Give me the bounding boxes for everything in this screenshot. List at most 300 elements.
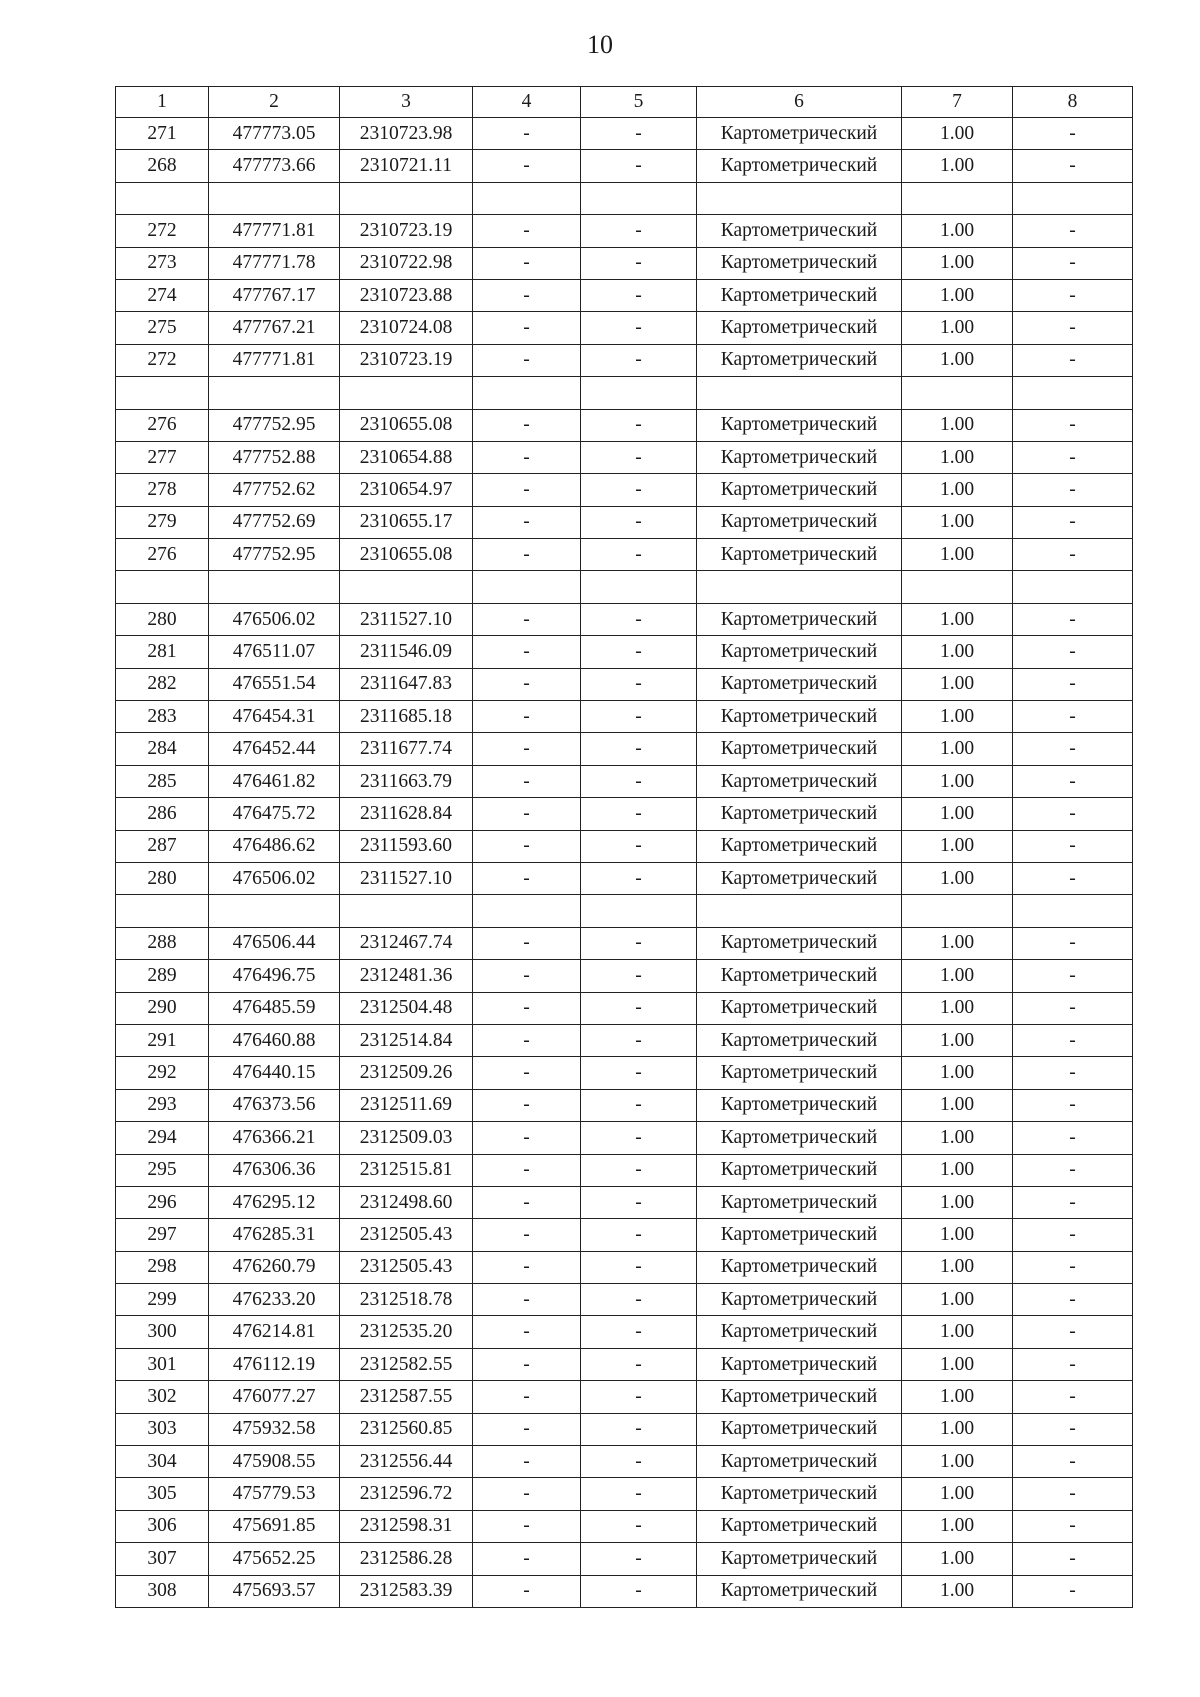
table-cell: - <box>581 1413 697 1445</box>
coordinates-table <box>115 86 1133 1608</box>
table-cell: - <box>581 862 697 894</box>
table-cell: Картометрический <box>697 1186 902 1218</box>
table-cell: - <box>473 1348 581 1380</box>
table-cell <box>340 571 473 603</box>
table-cell: - <box>1013 409 1133 441</box>
table-cell: Картометрический <box>697 150 902 182</box>
table-cell: 277 <box>116 441 209 473</box>
table-cell: - <box>473 862 581 894</box>
table-cell <box>473 571 581 603</box>
table-cell: - <box>473 1089 581 1121</box>
table-row <box>116 1219 1133 1251</box>
table-cell: 475779.53 <box>209 1478 340 1510</box>
table-cell: 2312505.43 <box>340 1219 473 1251</box>
table-cell: 1.00 <box>902 1348 1013 1380</box>
table-cell: 2310655.08 <box>340 409 473 441</box>
table-cell: 1.00 <box>902 1413 1013 1445</box>
table-cell: - <box>581 1543 697 1575</box>
table-cell: 477752.95 <box>209 409 340 441</box>
table-cell: Картометрический <box>697 636 902 668</box>
table-cell <box>209 182 340 214</box>
table-cell: 2312467.74 <box>340 927 473 959</box>
table-cell: 1.00 <box>902 733 1013 765</box>
table-cell: 2311527.10 <box>340 862 473 894</box>
table-cell: - <box>1013 150 1133 182</box>
table-row <box>116 150 1133 182</box>
table-cell: - <box>1013 701 1133 733</box>
table-cell: - <box>1013 1284 1133 1316</box>
table-cell: 302 <box>116 1381 209 1413</box>
table-row <box>116 279 1133 311</box>
table-cell: 1.00 <box>902 539 1013 571</box>
table-cell: 1.00 <box>902 1154 1013 1186</box>
table-row <box>116 344 1133 376</box>
table-cell: - <box>581 701 697 733</box>
table-cell: Картометрический <box>697 1413 902 1445</box>
table-cell: 1.00 <box>902 1251 1013 1283</box>
table-cell: Картометрический <box>697 798 902 830</box>
table-cell: - <box>473 1446 581 1478</box>
table-cell: 291 <box>116 1024 209 1056</box>
table-cell: - <box>1013 1154 1133 1186</box>
table-cell: - <box>581 960 697 992</box>
table-cell: - <box>1013 215 1133 247</box>
table-row <box>116 1543 1133 1575</box>
table-cell: 308 <box>116 1575 209 1607</box>
table-cell: 476454.31 <box>209 701 340 733</box>
table-cell: - <box>1013 960 1133 992</box>
table-cell <box>581 377 697 409</box>
table-cell: 476506.02 <box>209 603 340 635</box>
table-cell: Картометрический <box>697 1575 902 1607</box>
table-separator-row <box>116 895 1133 927</box>
table-cell: Картометрический <box>697 960 902 992</box>
table-row <box>116 215 1133 247</box>
table-cell: Картометрический <box>697 668 902 700</box>
table-cell: 477771.81 <box>209 344 340 376</box>
table-cell: - <box>473 1413 581 1445</box>
table-cell: 297 <box>116 1219 209 1251</box>
table-cell: 292 <box>116 1057 209 1089</box>
table-cell: 2310723.19 <box>340 344 473 376</box>
table-cell: Картометрический <box>697 344 902 376</box>
table-cell: - <box>1013 1510 1133 1542</box>
table-row <box>116 312 1133 344</box>
table-cell <box>581 182 697 214</box>
table-cell: - <box>473 1284 581 1316</box>
table-cell: 276 <box>116 409 209 441</box>
table-cell: 476366.21 <box>209 1122 340 1154</box>
table-cell: - <box>1013 733 1133 765</box>
table-cell: 1.00 <box>902 1089 1013 1121</box>
table-cell: Картометрический <box>697 1057 902 1089</box>
table-cell: 274 <box>116 279 209 311</box>
table-cell: 476486.62 <box>209 830 340 862</box>
table-cell: 1.00 <box>902 150 1013 182</box>
table-cell <box>340 377 473 409</box>
table-cell: - <box>581 1478 697 1510</box>
header-cell: 7 <box>902 87 1013 118</box>
table-cell: 1.00 <box>902 1543 1013 1575</box>
table-cell: Картометрический <box>697 1251 902 1283</box>
table-cell: - <box>473 1219 581 1251</box>
table-header-row <box>116 87 1133 118</box>
table-cell: 268 <box>116 150 209 182</box>
table-cell: 296 <box>116 1186 209 1218</box>
table-cell: - <box>1013 506 1133 538</box>
table-cell: 2312481.36 <box>340 960 473 992</box>
table-cell: - <box>1013 1381 1133 1413</box>
table-cell <box>116 895 209 927</box>
table-cell: 476511.07 <box>209 636 340 668</box>
table-cell: - <box>581 1122 697 1154</box>
table-cell: Картометрический <box>697 927 902 959</box>
table-cell: 1.00 <box>902 344 1013 376</box>
table-cell: 2312518.78 <box>340 1284 473 1316</box>
table-cell: - <box>473 701 581 733</box>
table-row <box>116 1024 1133 1056</box>
table-cell <box>902 571 1013 603</box>
table-cell: - <box>581 1024 697 1056</box>
table-cell: Картометрический <box>697 701 902 733</box>
table-cell: 2312509.03 <box>340 1122 473 1154</box>
table-cell: 2312504.48 <box>340 992 473 1024</box>
table-cell: Картометрический <box>697 1510 902 1542</box>
table-cell: - <box>1013 441 1133 473</box>
table-cell: 476233.20 <box>209 1284 340 1316</box>
table-row <box>116 474 1133 506</box>
table-cell: 1.00 <box>902 862 1013 894</box>
table-row <box>116 1348 1133 1380</box>
table-cell: - <box>581 668 697 700</box>
table-row <box>116 1154 1133 1186</box>
table-cell: 275 <box>116 312 209 344</box>
table-cell: 2312556.44 <box>340 1446 473 1478</box>
table-cell: Картометрический <box>697 1219 902 1251</box>
table-cell: - <box>581 1251 697 1283</box>
table-cell: - <box>581 798 697 830</box>
table-cell: - <box>581 1510 697 1542</box>
table-cell: 2312583.39 <box>340 1575 473 1607</box>
table-cell: 476373.56 <box>209 1089 340 1121</box>
table-row <box>116 927 1133 959</box>
table-cell: - <box>1013 927 1133 959</box>
table-cell: 1.00 <box>902 765 1013 797</box>
table-cell: 1.00 <box>902 701 1013 733</box>
table-cell: 272 <box>116 215 209 247</box>
table-cell: - <box>1013 1219 1133 1251</box>
table-cell: 298 <box>116 1251 209 1283</box>
table-cell: Картометрический <box>697 1543 902 1575</box>
table-row <box>116 506 1133 538</box>
table-cell: - <box>1013 1413 1133 1445</box>
table-cell: 278 <box>116 474 209 506</box>
table-cell: 280 <box>116 862 209 894</box>
table-row <box>116 701 1133 733</box>
table-cell: 477773.66 <box>209 150 340 182</box>
table-row <box>116 636 1133 668</box>
table-cell: 1.00 <box>902 474 1013 506</box>
table-cell: 2311663.79 <box>340 765 473 797</box>
table-cell: - <box>1013 830 1133 862</box>
table-cell: 476285.31 <box>209 1219 340 1251</box>
table-separator-row <box>116 377 1133 409</box>
table-row <box>116 1413 1133 1445</box>
table-cell: 1.00 <box>902 215 1013 247</box>
table-cell: 476485.59 <box>209 992 340 1024</box>
table-cell <box>581 895 697 927</box>
table-cell: 2310723.19 <box>340 215 473 247</box>
table-cell: 2311685.18 <box>340 701 473 733</box>
table-cell: - <box>473 1024 581 1056</box>
table-cell: - <box>1013 474 1133 506</box>
table-cell: - <box>1013 798 1133 830</box>
table-row <box>116 992 1133 1024</box>
table-row <box>116 247 1133 279</box>
table-cell: 1.00 <box>902 247 1013 279</box>
table-cell <box>1013 571 1133 603</box>
table-cell: - <box>1013 1186 1133 1218</box>
table-cell: 1.00 <box>902 1446 1013 1478</box>
table-cell: 1.00 <box>902 1186 1013 1218</box>
table-cell: Картометрический <box>697 1122 902 1154</box>
table-cell: - <box>473 603 581 635</box>
table-cell: 476214.81 <box>209 1316 340 1348</box>
table-cell: - <box>473 409 581 441</box>
table-cell: 477752.88 <box>209 441 340 473</box>
table-cell: Картометрический <box>697 215 902 247</box>
table-cell <box>473 182 581 214</box>
table-cell: 1.00 <box>902 992 1013 1024</box>
table-cell: - <box>581 1348 697 1380</box>
table-cell: 284 <box>116 733 209 765</box>
table-cell <box>697 571 902 603</box>
table-cell: 476260.79 <box>209 1251 340 1283</box>
table-cell: - <box>581 636 697 668</box>
table-cell: 1.00 <box>902 927 1013 959</box>
table-cell: Картометрический <box>697 441 902 473</box>
table-cell: - <box>473 1478 581 1510</box>
table-cell: 477752.62 <box>209 474 340 506</box>
table-cell: 273 <box>116 247 209 279</box>
table-cell: 2310655.08 <box>340 539 473 571</box>
table-cell: 286 <box>116 798 209 830</box>
table-cell: 2312582.55 <box>340 1348 473 1380</box>
table-cell: - <box>473 992 581 1024</box>
table-cell <box>1013 182 1133 214</box>
table-cell: - <box>581 344 697 376</box>
table-cell: Картометрический <box>697 765 902 797</box>
table-cell: 2312587.55 <box>340 1381 473 1413</box>
table-cell <box>209 377 340 409</box>
table-cell: 476112.19 <box>209 1348 340 1380</box>
table-cell: - <box>581 927 697 959</box>
table-cell <box>340 182 473 214</box>
table-cell: 300 <box>116 1316 209 1348</box>
table-cell <box>581 571 697 603</box>
table-cell: Картометрический <box>697 1024 902 1056</box>
table-cell <box>697 182 902 214</box>
table-cell: - <box>473 636 581 668</box>
table-cell: 476295.12 <box>209 1186 340 1218</box>
header-cell: 6 <box>697 87 902 118</box>
table-cell: - <box>1013 862 1133 894</box>
table-cell: 1.00 <box>902 1575 1013 1607</box>
table-cell: - <box>473 312 581 344</box>
table-cell <box>697 377 902 409</box>
table-cell: 2312596.72 <box>340 1478 473 1510</box>
table-cell: - <box>473 506 581 538</box>
header-cell: 1 <box>116 87 209 118</box>
table-cell: - <box>473 150 581 182</box>
table-cell: - <box>473 668 581 700</box>
table-row <box>116 798 1133 830</box>
table-cell: - <box>1013 1316 1133 1348</box>
table-cell: - <box>581 312 697 344</box>
table-cell: Картометрический <box>697 733 902 765</box>
table-cell: - <box>473 960 581 992</box>
table-cell: 475652.25 <box>209 1543 340 1575</box>
table-row <box>116 1089 1133 1121</box>
table-cell: - <box>581 733 697 765</box>
table-cell: 276 <box>116 539 209 571</box>
table-cell: - <box>473 215 581 247</box>
table-cell: - <box>581 279 697 311</box>
table-cell: 475691.85 <box>209 1510 340 1542</box>
table-separator-row <box>116 182 1133 214</box>
table-cell: 1.00 <box>902 1024 1013 1056</box>
table-cell: - <box>473 733 581 765</box>
table-cell: - <box>473 927 581 959</box>
table-cell: 294 <box>116 1122 209 1154</box>
table-cell: 287 <box>116 830 209 862</box>
table-cell: - <box>473 247 581 279</box>
table-cell <box>116 377 209 409</box>
table-cell: 1.00 <box>902 668 1013 700</box>
table-cell: - <box>473 798 581 830</box>
table-cell: Картометрический <box>697 247 902 279</box>
table-cell: 281 <box>116 636 209 668</box>
table-cell: - <box>473 1381 581 1413</box>
table-cell: - <box>581 1219 697 1251</box>
table-cell: Картометрический <box>697 1089 902 1121</box>
table-cell: - <box>1013 1251 1133 1283</box>
table-cell: - <box>581 474 697 506</box>
table-cell: Картометрический <box>697 992 902 1024</box>
table-cell: - <box>473 1510 581 1542</box>
table-cell: - <box>581 409 697 441</box>
table-cell: 476440.15 <box>209 1057 340 1089</box>
table-cell: - <box>1013 1478 1133 1510</box>
table-row <box>116 1251 1133 1283</box>
table-cell: 1.00 <box>902 1057 1013 1089</box>
table-cell: 476496.75 <box>209 960 340 992</box>
table-cell: - <box>581 1057 697 1089</box>
table-cell: 2310724.08 <box>340 312 473 344</box>
table-cell: 1.00 <box>902 279 1013 311</box>
table-cell: 477773.05 <box>209 118 340 150</box>
table-row <box>116 409 1133 441</box>
table-cell: 1.00 <box>902 1316 1013 1348</box>
table-cell: 475693.57 <box>209 1575 340 1607</box>
table-cell: 476460.88 <box>209 1024 340 1056</box>
table-cell: 2312560.85 <box>340 1413 473 1445</box>
table-cell <box>902 377 1013 409</box>
table-cell: 1.00 <box>902 830 1013 862</box>
table-cell: 2310723.98 <box>340 118 473 150</box>
table-cell: Картометрический <box>697 118 902 150</box>
table-row <box>116 765 1133 797</box>
table-cell: 306 <box>116 1510 209 1542</box>
table-cell: - <box>473 1057 581 1089</box>
table-cell: 477752.95 <box>209 539 340 571</box>
header-cell: 5 <box>581 87 697 118</box>
table-cell: 477771.81 <box>209 215 340 247</box>
table-cell: 477767.21 <box>209 312 340 344</box>
table-cell: - <box>581 830 697 862</box>
table-row <box>116 830 1133 862</box>
table-row <box>116 118 1133 150</box>
table-cell: 477771.78 <box>209 247 340 279</box>
table-cell: 2311677.74 <box>340 733 473 765</box>
table-cell: - <box>581 247 697 279</box>
table-cell: - <box>1013 992 1133 1024</box>
table-cell: 2312598.31 <box>340 1510 473 1542</box>
table-cell: - <box>581 215 697 247</box>
table-cell: - <box>581 441 697 473</box>
table-cell: - <box>1013 603 1133 635</box>
table-cell: Картометрический <box>697 830 902 862</box>
table-cell: - <box>1013 1024 1133 1056</box>
table-cell: - <box>581 1446 697 1478</box>
table-cell: Картометрический <box>697 1154 902 1186</box>
table-cell: - <box>473 441 581 473</box>
table-cell: - <box>581 765 697 797</box>
table-row <box>116 1446 1133 1478</box>
table-cell: - <box>473 1154 581 1186</box>
table-row <box>116 1122 1133 1154</box>
table-cell: Картометрический <box>697 862 902 894</box>
table-cell: 476306.36 <box>209 1154 340 1186</box>
table-cell: 288 <box>116 927 209 959</box>
table-cell: 1.00 <box>902 603 1013 635</box>
table-cell <box>116 182 209 214</box>
header-cell: 8 <box>1013 87 1133 118</box>
table-cell <box>209 895 340 927</box>
table-cell: - <box>1013 668 1133 700</box>
table-row <box>116 539 1133 571</box>
table-cell: - <box>1013 1057 1133 1089</box>
table-cell: 279 <box>116 506 209 538</box>
table-cell: 477752.69 <box>209 506 340 538</box>
table-cell: 2312509.26 <box>340 1057 473 1089</box>
table-cell: 305 <box>116 1478 209 1510</box>
table-cell <box>902 895 1013 927</box>
table-cell: 283 <box>116 701 209 733</box>
table-row <box>116 603 1133 635</box>
table-cell <box>473 895 581 927</box>
table-cell: 285 <box>116 765 209 797</box>
table-cell: Картометрический <box>697 312 902 344</box>
table-cell: Картометрический <box>697 1348 902 1380</box>
table-cell: - <box>1013 344 1133 376</box>
table-cell: 304 <box>116 1446 209 1478</box>
table-row <box>116 1057 1133 1089</box>
table-cell: 2312586.28 <box>340 1543 473 1575</box>
table-cell: 475908.55 <box>209 1446 340 1478</box>
table-cell <box>1013 377 1133 409</box>
table-cell: Картометрический <box>697 1316 902 1348</box>
